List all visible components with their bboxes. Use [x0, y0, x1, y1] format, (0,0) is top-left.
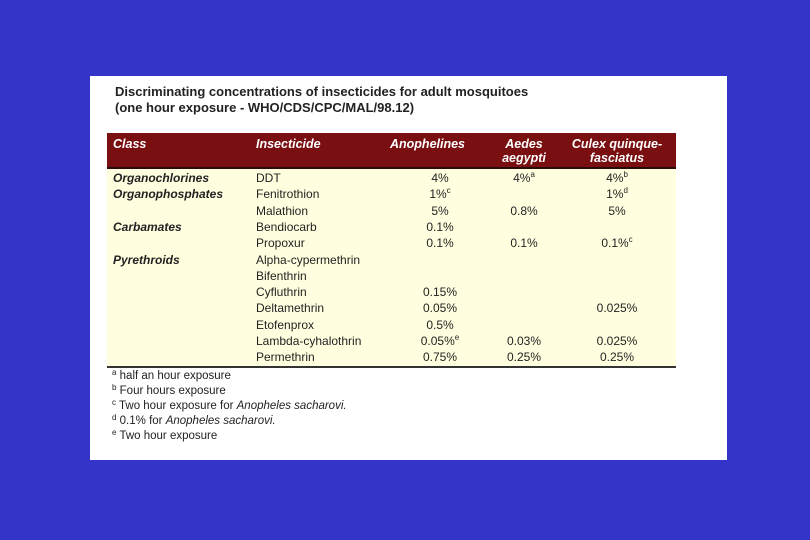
cell-insecticide: [256, 268, 307, 284]
cell-culex: [559, 235, 675, 251]
cell-anophelines: [390, 284, 490, 300]
cell-culex-value: 0.25%: [599, 350, 635, 365]
header-anophelines: Anophelines: [390, 137, 466, 151]
cell-culex-value: 4%: [606, 171, 624, 185]
footnote-text: Four hours exposure: [119, 385, 226, 397]
cell-anophelines-value: 0.1%: [426, 219, 454, 234]
footnote-mark: e: [112, 428, 117, 437]
footnote-mark: b: [112, 383, 117, 392]
cell-insecticide: [256, 284, 307, 300]
cell-anophelines-value: 0.05%: [420, 334, 455, 348]
cell-anophelines-value: 0.15%: [422, 285, 458, 300]
cell-insecticide: [256, 219, 317, 235]
cell-insecticide-value: Malathion: [256, 203, 309, 218]
cell-insecticide: [256, 170, 281, 186]
cell-anophelines: [390, 235, 490, 251]
cell-aedes-value: 0.25%: [506, 350, 542, 365]
slide: [90, 76, 727, 460]
header-culex-line2: fasciatus: [589, 151, 645, 165]
table-header: [107, 133, 676, 169]
cell-culex-footnote-mark: b: [623, 170, 628, 179]
cell-culex-value: 0.025%: [596, 301, 638, 316]
footnote-mark: d: [112, 413, 117, 422]
cell-insecticide: [256, 317, 314, 333]
cell-class-value: Organochlorines: [113, 171, 210, 185]
title-line-2: (one hour exposure - WHO/CDS/CPC/MAL/98.12): [115, 100, 415, 115]
header-culex: [559, 137, 675, 165]
header-aedes: [489, 137, 559, 165]
cell-insecticide: [256, 203, 308, 219]
cell-aedes: [489, 349, 559, 365]
cell-aedes: [489, 203, 559, 219]
cell-anophelines: [390, 170, 490, 186]
cell-insecticide-value: Bifenthrin: [256, 268, 307, 283]
cell-insecticide: [256, 349, 315, 365]
cell-class: [113, 252, 180, 268]
cell-class-value: Pyrethroids: [113, 252, 180, 267]
cell-insecticide-value: Cyfluthrin: [256, 285, 307, 300]
title-line-1: Discriminating concentrations of insecticides for adult mosquitoes: [115, 84, 529, 99]
header-class: Class: [113, 137, 147, 151]
footnotes: [112, 369, 347, 444]
cell-culex: [559, 170, 675, 186]
cell-anophelines-footnote-mark: e: [454, 333, 460, 342]
cell-anophelines: [390, 219, 490, 235]
cell-insecticide-value: Fenitrothion: [256, 187, 320, 202]
footnote-item: [112, 399, 347, 414]
footnote-item: [112, 384, 347, 399]
cell-culex: [559, 203, 675, 219]
footnote-species: Anopheles sacharovi.: [165, 415, 276, 427]
cell-anophelines: [390, 317, 490, 333]
cell-aedes-value: 4%: [513, 171, 531, 185]
cell-aedes: [489, 333, 559, 349]
cell-insecticide-value: Permethrin: [256, 350, 315, 365]
footnote-text: half an hour exposure: [119, 370, 231, 382]
cell-anophelines: [390, 186, 490, 202]
cell-anophelines-value: 0.5%: [426, 317, 454, 332]
insecticide-table: [107, 133, 676, 368]
header-aedes-line1: Aedes: [505, 137, 543, 151]
cell-anophelines-value: 0.75%: [422, 350, 458, 365]
cell-anophelines: [390, 300, 490, 316]
footnote-item: [112, 429, 347, 444]
cell-insecticide: [256, 333, 361, 349]
cell-class-value: Carbamates: [113, 219, 182, 234]
cell-aedes: [489, 235, 559, 251]
cell-anophelines-value: 0.1%: [426, 236, 454, 251]
footnote-text: 0.1% for: [119, 415, 166, 427]
cell-culex: [559, 333, 675, 349]
cell-anophelines-value: 4%: [431, 171, 449, 185]
cell-insecticide-value: DDT: [256, 171, 281, 185]
cell-insecticide-value: Deltamethrin: [256, 301, 325, 316]
cell-insecticide: [256, 186, 319, 202]
cell-culex: [559, 186, 675, 202]
header-insecticide: Insecticide: [256, 137, 321, 151]
cell-anophelines-value: 0.05%: [422, 301, 458, 316]
cell-anophelines-footnote-mark: c: [446, 186, 451, 196]
cell-anophelines: [390, 333, 490, 349]
cell-class-value: Organophosphates: [113, 187, 224, 202]
cell-anophelines-value: 1%: [429, 187, 447, 202]
cell-anophelines: [390, 203, 490, 219]
header-culex-line1: Culex quinque-: [571, 137, 663, 151]
cell-aedes-value: 0.8%: [510, 203, 538, 218]
cell-culex-footnote-mark: d: [623, 186, 628, 196]
footnote-item: [112, 414, 347, 429]
cell-culex-value: 5%: [608, 203, 626, 218]
cell-culex-value: 0.1%: [601, 236, 629, 251]
cell-culex-footnote-mark: c: [628, 235, 633, 245]
cell-aedes: [489, 170, 559, 186]
cell-culex-value: 0.025%: [596, 334, 638, 348]
cell-culex-value: 1%: [606, 187, 624, 202]
slide-title: [115, 84, 528, 116]
footnote-species: Anopheles sacharovi.: [236, 400, 347, 412]
footnote-mark: c: [112, 398, 116, 407]
cell-insecticide-value: Lambda-cyhalothrin: [256, 334, 362, 348]
cell-insecticide: [256, 252, 360, 268]
cell-class: [113, 219, 182, 235]
cell-anophelines-value: 5%: [431, 203, 449, 218]
header-aedes-line2: aegypti: [502, 151, 546, 165]
cell-class: [113, 170, 209, 186]
cell-insecticide-value: Bendiocarb: [256, 219, 317, 234]
cell-class: [113, 186, 223, 202]
cell-aedes-value: 0.1%: [510, 236, 538, 251]
footnote-text: Two hour exposure for: [119, 400, 237, 412]
cell-aedes-footnote-mark: a: [530, 170, 535, 179]
cell-culex: [559, 349, 675, 365]
cell-insecticide-value: Alpha-cypermethrin: [256, 252, 361, 267]
cell-culex: [559, 300, 675, 316]
cell-insecticide-value: Propoxur: [256, 236, 305, 251]
cell-insecticide: [256, 300, 324, 316]
footnote-text: Two hour exposure: [119, 430, 218, 442]
footnote-item: [112, 369, 347, 384]
footnote-mark: a: [112, 368, 117, 377]
cell-insecticide-value: Etofenprox: [256, 317, 315, 332]
cell-aedes-value: 0.03%: [506, 334, 542, 348]
cell-insecticide: [256, 235, 305, 251]
cell-anophelines: [390, 349, 490, 365]
